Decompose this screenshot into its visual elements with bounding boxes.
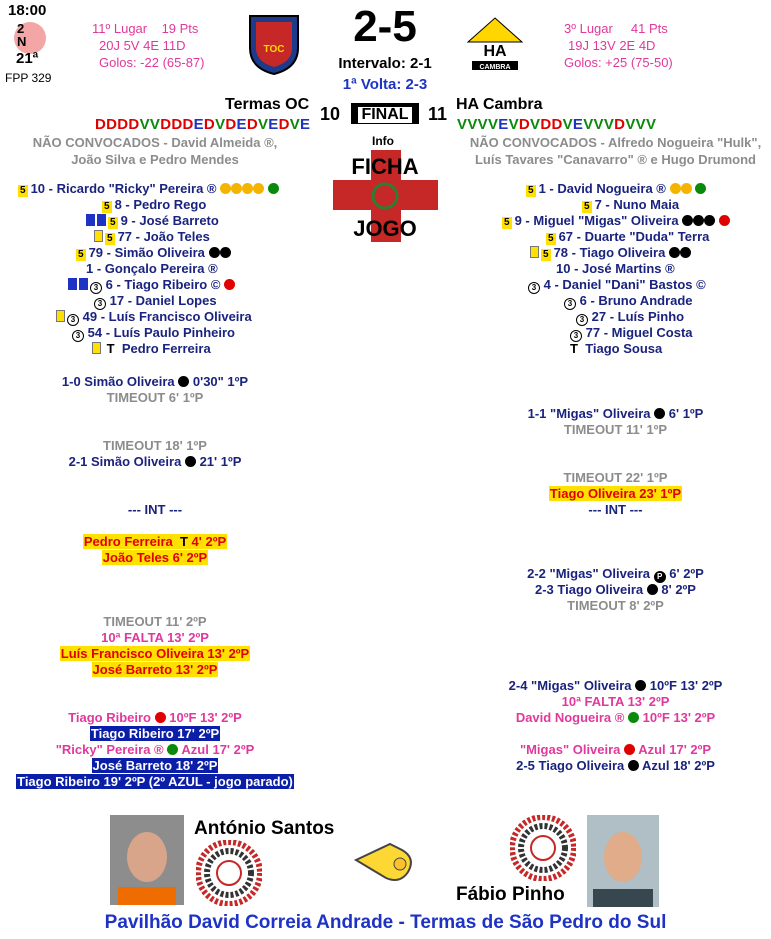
away-player[interactable]: 3 6 - Bruno Andrade	[490, 293, 771, 309]
halftime-score: Intervalo: 2-1	[338, 55, 432, 72]
form-result: E	[268, 116, 279, 133]
form-result: V	[625, 116, 636, 133]
form-result: D	[278, 116, 290, 133]
first-leg-score: 1ª Volta: 2-3	[342, 76, 428, 93]
venue-name: Pavilhão David Correia Andrade - Termas de São Pedro do Sul	[104, 912, 667, 933]
away-fouls: 11	[428, 104, 448, 124]
away-form-guide	[457, 116, 656, 133]
home-player[interactable]: 5 8 - Pedro Rego	[104, 197, 207, 212]
away-interval-marker: --- INT ---	[588, 502, 643, 517]
form-result: V	[215, 116, 226, 133]
home-player[interactable]: 5 77 - João Teles	[0, 229, 300, 245]
match-sheet-line1: FICHA	[351, 154, 419, 179]
final-score: 2-5	[353, 2, 417, 51]
away-player[interactable]: 10 - José Martins ®	[556, 261, 675, 276]
home-card-event: "Ricky" Pereira ® Azul 17' 2ºP	[55, 742, 255, 757]
form-result: V	[530, 116, 541, 133]
form-result: E	[498, 116, 509, 133]
referee1-photo	[110, 815, 184, 905]
form-result: V	[467, 116, 478, 133]
referee1-portrait-icon	[110, 815, 184, 905]
away-foul-event: 10ª FALTA 13' 2ºP	[561, 694, 670, 709]
away-goal-event: 2-2 "Migas" Oliveira P 6' 2ºP	[527, 566, 704, 581]
form-result: D	[203, 116, 216, 133]
form-result: V	[508, 116, 519, 133]
away-player[interactable]: 3 77 - Miguel Costa	[490, 325, 771, 341]
home-stats	[92, 20, 232, 71]
away-foul-event: David Nogueira ® 10ºF 13' 2ºP	[515, 710, 716, 725]
fpp-code: FPP 329	[5, 71, 52, 85]
home-player[interactable]: 5 9 - José Barreto	[0, 213, 300, 229]
form-result: D	[246, 116, 258, 133]
form-result: D	[614, 116, 626, 133]
home-foul-event: 10ª FALTA 13' 2ºP	[101, 630, 209, 645]
form-result: V	[457, 116, 468, 133]
away-card-event: "Migas" Oliveira Azul 17' 2ºP	[519, 742, 712, 757]
form-result: V	[257, 116, 269, 133]
away-player[interactable]: 5 7 - Nuno Maia	[584, 197, 680, 212]
form-result: E	[300, 116, 311, 133]
away-position: 3º Lugar	[564, 21, 613, 36]
home-form-guide	[95, 116, 310, 133]
away-logo-text: HA	[483, 43, 507, 60]
away-player[interactable]: T Tiago Sousa	[570, 341, 663, 356]
form-result: V	[635, 116, 646, 133]
home-timeout-event: TIMEOUT 6' 1ºP	[106, 390, 204, 405]
match-sheet-link[interactable]	[333, 150, 438, 242]
home-points: 19 Pts	[161, 21, 199, 36]
home-record: 20J 5V 4E 11D	[99, 38, 186, 53]
away-points: 41 Pts	[630, 21, 668, 36]
home-card-event: Tiago Ribeiro 17' 2ºP	[90, 726, 220, 741]
form-result: E	[236, 116, 247, 133]
away-logo-subtext: CAMBRA	[479, 64, 511, 71]
home-player[interactable]: T Pedro Ferreira	[0, 341, 300, 357]
away-team-logo[interactable]	[462, 12, 528, 74]
round-number: 21ª	[16, 50, 39, 67]
form-result: E	[572, 116, 584, 133]
info-label[interactable]: Info	[372, 134, 394, 148]
away-player[interactable]: 3 4 - Daniel "Dani" Bastos ©	[490, 277, 771, 293]
away-team-name[interactable]: HA Cambra	[456, 96, 543, 113]
referee2-photo	[587, 815, 659, 907]
home-goal-event: 1-0 Simão Oliveira 0'30" 1ºP	[61, 374, 249, 389]
form-result: D	[128, 116, 140, 133]
home-fouls: 10	[320, 104, 341, 124]
home-logo-text: TOC	[263, 44, 285, 55]
whistle-icon	[350, 838, 420, 888]
match-time: 18:00	[8, 2, 47, 19]
form-result: V	[477, 116, 488, 133]
home-interval-marker: --- INT ---	[127, 502, 183, 517]
home-foul-event: Tiago Ribeiro 10ºF 13' 2ºP	[68, 710, 242, 725]
match-status: FINAL	[352, 104, 418, 123]
division-top: 2	[17, 21, 25, 36]
referee2-name[interactable]: Fábio Pinho	[456, 884, 565, 905]
form-result: V	[139, 116, 150, 133]
division-bottom: N	[17, 34, 27, 49]
home-player[interactable]: 1 - Gonçalo Pereira ®	[86, 261, 218, 276]
away-goals: Golos: +25 (75-50)	[564, 55, 673, 70]
away-timeout-event: TIMEOUT 22' 1ºP	[563, 470, 668, 485]
form-result: V	[562, 116, 573, 133]
match-sheet-line2: JOGO	[353, 216, 417, 241]
away-player[interactable]: 5 1 - David Nogueira ®	[490, 181, 771, 197]
away-goal-event: 2-4 "Migas" Oliveira 10ºF 13' 2ºP	[508, 678, 723, 693]
home-goal-event: 2-1 Simão Oliveira 21' 1ºP	[68, 454, 242, 469]
away-goal-event: 2-5 Tiago Oliveira Azul 18' 2ºP	[516, 758, 715, 773]
away-player[interactable]: 5 9 - Miguel "Migas" Oliveira	[490, 213, 771, 229]
home-goals: Golos: -22 (65-87)	[99, 55, 205, 70]
home-card-event: Pedro Ferreira T 4' 2ºP	[83, 534, 227, 549]
away-stats	[564, 20, 714, 71]
away-goal-event: 1-1 "Migas" Oliveira 6' 1ºP	[527, 406, 704, 421]
home-position: 11º Lugar	[92, 21, 148, 36]
form-result: D	[182, 116, 194, 133]
away-lineup	[490, 181, 771, 357]
form-result: E	[193, 116, 204, 133]
form-result: V	[289, 116, 301, 133]
referee-association-icon	[196, 840, 262, 906]
home-team-name[interactable]: Termas OC	[225, 96, 310, 113]
form-result: D	[117, 116, 129, 133]
home-timeout-event: TIMEOUT 18' 1ºP	[103, 438, 207, 453]
form-result: V	[593, 116, 604, 133]
away-player[interactable]: 3 27 - Luís Pinho	[490, 309, 771, 325]
home-card-event: Luís Francisco Oliveira 13' 2ºP	[60, 646, 250, 661]
away-timeout-event: TIMEOUT 8' 2ºP	[567, 598, 664, 613]
form-result: D	[106, 116, 118, 133]
home-card-event: João Teles 6' 2ºP	[102, 550, 208, 565]
form-result: D	[551, 116, 563, 133]
away-card-event: Tiago Oliveira 23' 1ºP	[549, 486, 682, 501]
form-result: V	[487, 116, 499, 133]
form-result: D	[518, 116, 531, 133]
form-result: V	[645, 116, 657, 133]
home-player[interactable]: 3 54 - Luís Paulo Pinheiro	[0, 325, 300, 341]
away-not-called: NÃO CONVOCADOS - Alfredo Nogueira "Hulk", Luís Tavares "Canavarro" ® e Hugo Drumond	[469, 135, 762, 167]
form-result: V	[603, 116, 615, 133]
away-record: 19J 13V 2E 4D	[568, 38, 656, 53]
home-card-event: Tiago Ribeiro 19' 2ºP (2º AZUL - jogo parado)	[17, 774, 293, 789]
referee2-portrait-icon	[587, 815, 659, 907]
home-card-event: José Barreto 18' 2ºP	[92, 758, 218, 773]
home-player[interactable]: 3 17 - Daniel Lopes	[0, 293, 300, 309]
home-timeout-event: TIMEOUT 11' 2ºP	[103, 614, 207, 629]
form-result: D	[171, 116, 183, 133]
home-not-called: NÃO CONVOCADOS - David Almeida ®, João Silva e Pedro Mendes	[32, 135, 278, 167]
form-result: V	[583, 116, 594, 133]
home-player[interactable]: 5 79 - Simão Oliveira	[0, 245, 300, 261]
home-team-logo[interactable]	[246, 12, 302, 76]
form-result: V	[149, 116, 161, 133]
home-player[interactable]: 3 49 - Luís Francisco Oliveira	[0, 309, 300, 325]
home-lineup	[0, 181, 300, 357]
form-result: D	[95, 116, 107, 133]
away-player[interactable]: 5 78 - Tiago Oliveira	[490, 245, 771, 261]
away-goal-event: 2-3 Tiago Oliveira 8' 2ºP	[535, 582, 696, 597]
referee1-name[interactable]: António Santos	[194, 818, 335, 839]
referee-association-icon	[510, 815, 576, 881]
home-player[interactable]: 3 6 - Tiago Ribeiro ©	[0, 277, 300, 293]
away-player[interactable]: 5 67 - Duarte "Duda" Terra	[548, 229, 710, 244]
form-result: D	[160, 116, 172, 133]
form-result: D	[540, 116, 552, 133]
home-player[interactable]: 5 10 - Ricardo "Ricky" Pereira ®	[0, 181, 300, 197]
away-timeout-event: TIMEOUT 11' 1ºP	[563, 422, 668, 437]
form-result: D	[225, 116, 237, 133]
home-card-event: José Barreto 13' 2ºP	[92, 662, 218, 677]
